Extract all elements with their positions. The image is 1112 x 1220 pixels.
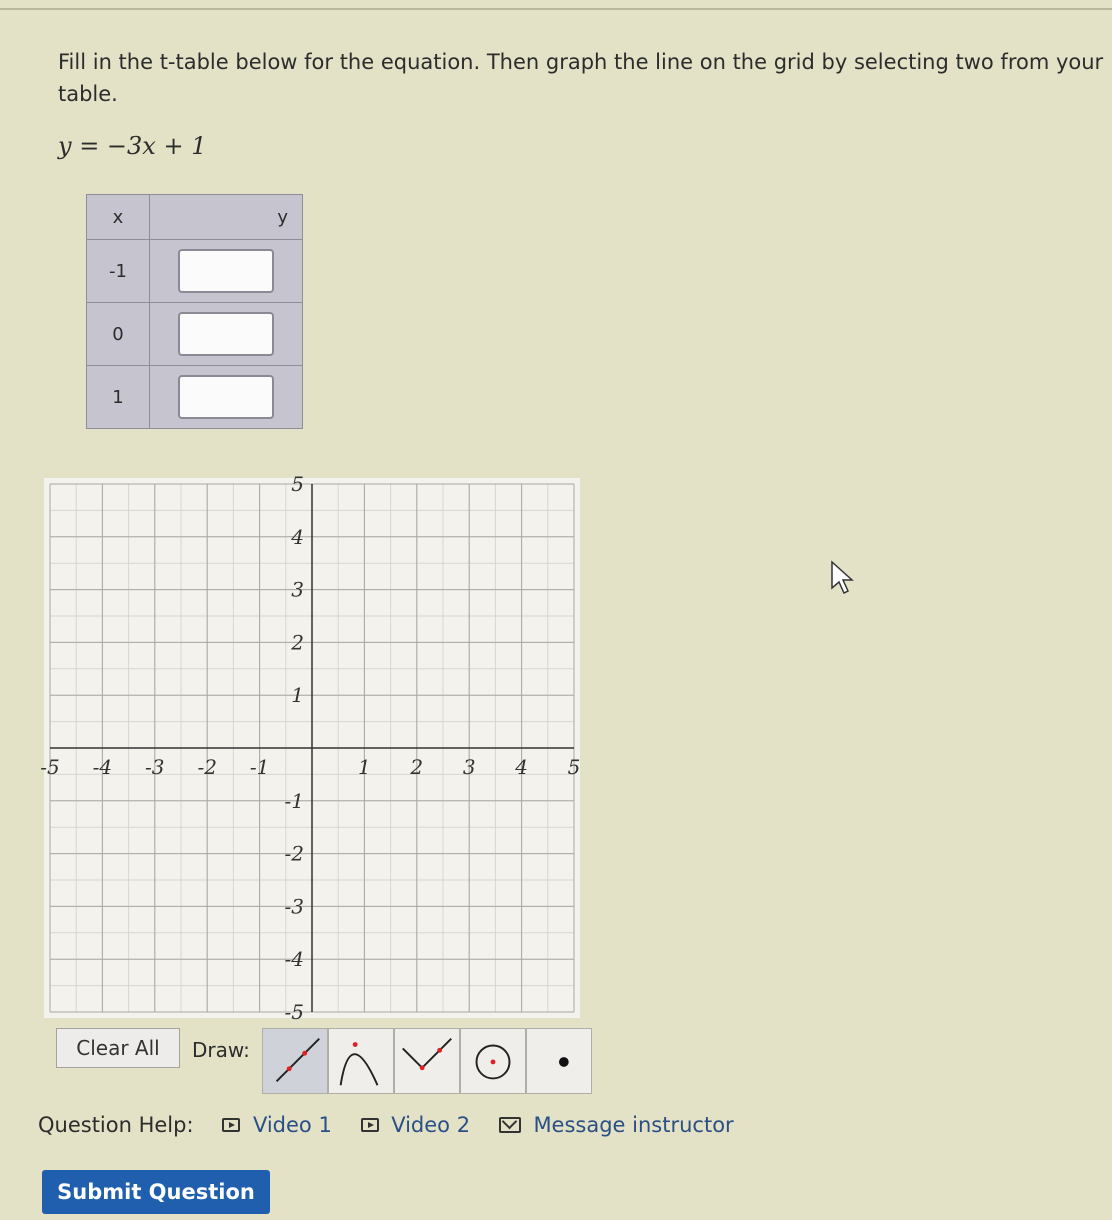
x-tick-label: -3 bbox=[145, 755, 165, 779]
x-tick-label: 1 bbox=[358, 755, 371, 779]
table-row bbox=[87, 240, 303, 303]
mouse-cursor-icon bbox=[830, 560, 860, 596]
point-tool-button[interactable] bbox=[526, 1028, 592, 1094]
x-tick-label: -2 bbox=[197, 755, 217, 779]
line-tool-button[interactable] bbox=[262, 1028, 328, 1094]
x-tick-label: -1 bbox=[249, 755, 270, 779]
y-input-row-1[interactable] bbox=[178, 249, 274, 293]
video-2-link[interactable]: Video 2 bbox=[391, 1113, 471, 1137]
y-tick-label: -4 bbox=[284, 947, 304, 972]
x-tick-label: -4 bbox=[92, 755, 113, 779]
absolute-value-icon bbox=[395, 1029, 459, 1093]
t-table bbox=[86, 194, 303, 429]
line-icon bbox=[263, 1029, 327, 1093]
top-divider bbox=[0, 8, 1112, 10]
y-tick-label: 5 bbox=[291, 472, 304, 496]
coordinate-grid[interactable] bbox=[40, 472, 581, 1024]
x-value: 0 bbox=[87, 303, 150, 366]
question-prompt: Fill in the t-table below for the equation. Then graph the line on the grid by selecting two from your table. bbox=[58, 50, 1104, 106]
video-1-link[interactable]: Video 1 bbox=[252, 1113, 332, 1137]
clear-all-button[interactable]: Clear All bbox=[56, 1028, 180, 1068]
y-tick-label: 4 bbox=[291, 524, 304, 549]
header-x: x bbox=[87, 195, 150, 240]
y-tick-label: -3 bbox=[284, 894, 304, 919]
x-tick-label: 3 bbox=[462, 755, 476, 779]
point-icon bbox=[527, 1029, 591, 1093]
y-tick-label: 2 bbox=[291, 630, 304, 655]
video-icon bbox=[361, 1118, 379, 1132]
parabola-tool-button[interactable] bbox=[328, 1028, 394, 1094]
y-tick-label: -2 bbox=[284, 841, 304, 866]
y-input-row-3[interactable] bbox=[178, 375, 274, 419]
x-tick-label: 5 bbox=[567, 755, 581, 779]
y-tick-label: 3 bbox=[291, 577, 304, 602]
y-tick-label: -5 bbox=[284, 1000, 304, 1024]
x-tick-label: 4 bbox=[515, 755, 528, 779]
help-label: Question Help: bbox=[38, 1113, 194, 1137]
equation: y = −3x + 1 bbox=[58, 132, 207, 160]
question-help bbox=[38, 1112, 734, 1137]
table-row bbox=[87, 366, 303, 429]
parabola-down-icon bbox=[329, 1029, 393, 1093]
y-input-row-2[interactable] bbox=[178, 312, 274, 356]
message-instructor-link[interactable]: Message instructor bbox=[533, 1113, 734, 1137]
table-row bbox=[87, 303, 303, 366]
x-tick-label: -5 bbox=[40, 755, 60, 779]
graph-area[interactable] bbox=[40, 472, 581, 1024]
x-value: 1 bbox=[87, 366, 150, 429]
submit-question-button[interactable]: Submit Question bbox=[42, 1170, 270, 1214]
circle-tool-button[interactable] bbox=[460, 1028, 526, 1094]
draw-label: Draw: bbox=[192, 1038, 250, 1062]
y-tick-label: 1 bbox=[291, 683, 304, 708]
mail-icon bbox=[499, 1117, 521, 1133]
y-tick-label: -1 bbox=[284, 788, 304, 813]
video-icon bbox=[222, 1118, 240, 1132]
circle-icon bbox=[461, 1029, 525, 1093]
header-y: y bbox=[150, 195, 303, 240]
absolute-value-tool-button[interactable] bbox=[394, 1028, 460, 1094]
t-table-header bbox=[87, 195, 303, 240]
x-value: -1 bbox=[87, 240, 150, 303]
x-tick-label: 2 bbox=[410, 755, 424, 779]
